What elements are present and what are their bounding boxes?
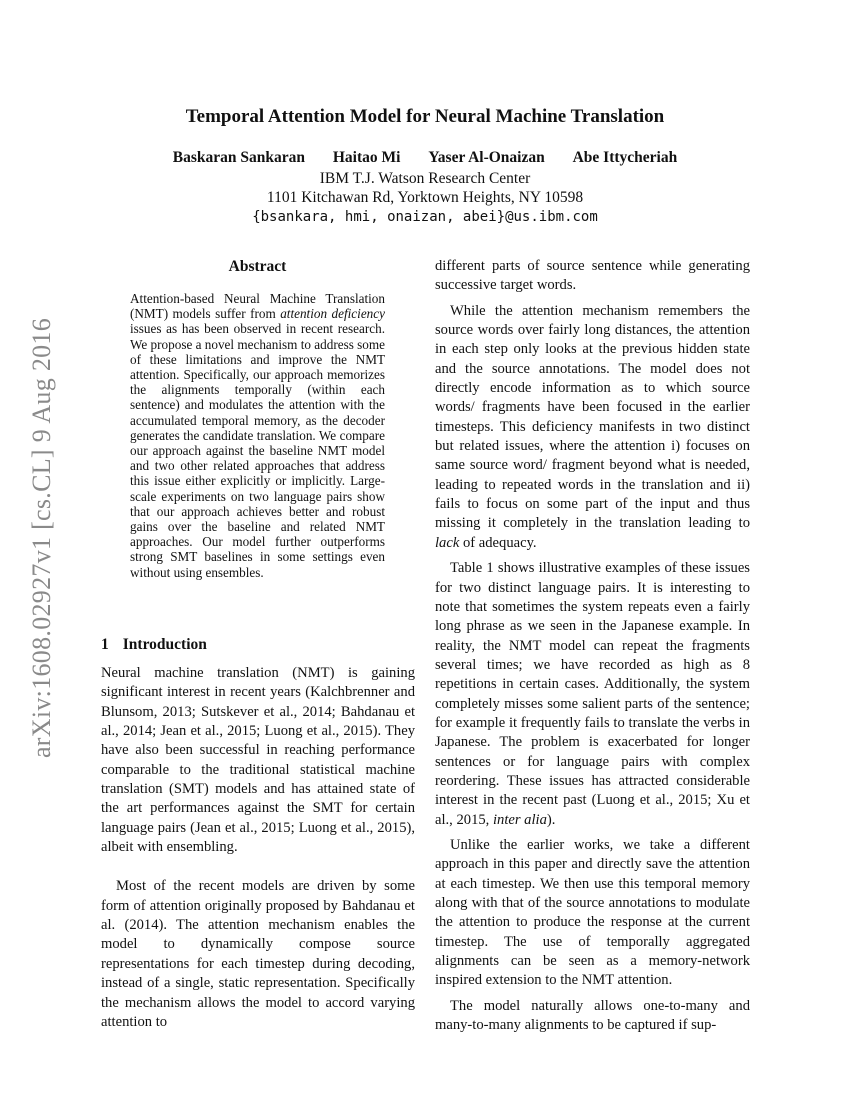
author-emails: {bsankara, hmi, onaizan, abei}@us.ibm.com — [252, 209, 598, 225]
author-name: Baskaran Sankaran — [172, 149, 305, 166]
intro-paragraph: Most of the recent models are driven by some form of attention originally proposed by Bahdanau et al. (2014). The attention mechanism enables the model to dynamically compose source representations for each timestep during decoding, instead of a single, static representation. Specifically the mechanism allows the model to accord varying attention to — [101, 878, 415, 1030]
arxiv-identifier: arXiv:1608.02927v1 [cs.CL] 9 Aug 2016 — [27, 317, 56, 758]
section-number: 1 — [101, 636, 109, 653]
paper-title: Temporal Attention Model for Neural Machine Translation — [185, 106, 665, 127]
intro-paragraph: Unlike the earlier works, we take a different approach in this paper and directly save the attention at each timestep. We then use this temporal memory along with that of the source annotations to modulate the attention to produce the response at the current timestep. The use of temporally aggregated alignments can be seen as a memory-network inspired extension to the NMT attention. — [435, 836, 750, 989]
left-column-body — [101, 664, 415, 1032]
author-name: Haitao Mi — [332, 149, 401, 166]
abstract-heading: Abstract — [228, 258, 287, 275]
affiliation-address: 1101 Kitchawan Rd, Yorktown Heights, NY 10598 — [266, 189, 584, 206]
section-heading-introduction — [101, 636, 207, 654]
intro-paragraph: While the attention mechanism remembers the source words over fairly long distances, the attention in each step only looks at the previous hidden state and the source annotations. The model does not directly encode information as to which source words/ fragments have been focused in the earlier timesteps. This deficiency manifests in two distinct but related issues, where the attention i) focuses on same source word/ fragment beyond what is needed, leading to repeated words in the translation and ii) fails to focus on some part of the input and thus missing it completely in the translation leading to lack of adequacy. — [435, 302, 750, 551]
abstract-text: Attention-based Neural Machine Translation (NMT) models suffer from attention deficiency issues as has been observed in recent research. We propose a novel mechanism to address some of these limitations and improve the NMT attention. Specifically, our approach memorizes the alignments temporally (within each sentence) and modulates the attention with the accumulated temporal memory, as the decoder generates the candidate translation. We compare our approach against the baseline NMT model and two other related approaches that address this issue either explicitly or implicitly. Large-scale experiments on two language pairs show that our approach achieves better and robust gains over the baseline and related NMT approaches. Our model further outperforms strong SMT baselines in some settings even without using ensembles. — [130, 291, 385, 580]
intro-paragraph: different parts of source sentence while generating successive target words. — [435, 258, 750, 294]
arxiv-identifier-stamp — [20, 300, 64, 775]
intro-paragraph: Neural machine translation (NMT) is gaining significant interest in recent years (Kalchbrenner and Blunsom, 2013; Sutskever et al., 2014; Bahdanau et al., 2014; Jean et al., 2015; Luong et al., 2015). They have also been successful in reaching performance comparable to the traditional statistical machine translation (SMT) models and has attained state of the art performances against the SMT for certain language pairs (Jean et al., 2015; Luong et al., 2015), albeit with ensembling. — [101, 665, 415, 856]
intro-paragraph: The model naturally allows one-to-many and many-to-many alignments to be captured if sup- — [435, 997, 750, 1034]
section-title: Introduction — [122, 636, 207, 653]
affiliation-org: IBM T.J. Watson Research Center — [319, 170, 531, 187]
right-column-body — [435, 257, 750, 1035]
intro-paragraph: Table 1 shows illustrative examples of these issues for two distinct language pairs. It is interesting to note that sometimes the system repeats even a fairly long phrase as we seen in the Japanese example. In reality, the NMT model can repeat the fragments several times; we have recorded as high as 8 repetitions in certain cases. Additionally, the system completely misses some salient parts of the sentence; for example it frequently fails to translate the verbs in Japanese. The problem is exacerbated for longer sentences or for language pairs with complex reordering. These issues has attracted considerable interest in the recent past (Luong et al., 2015; Xu et al., 2015, inter alia). — [435, 560, 750, 828]
author-list — [100, 149, 750, 167]
author-name: Abe Ittycheriah — [572, 149, 678, 166]
author-name: Yaser Al-Onaizan — [428, 149, 545, 166]
